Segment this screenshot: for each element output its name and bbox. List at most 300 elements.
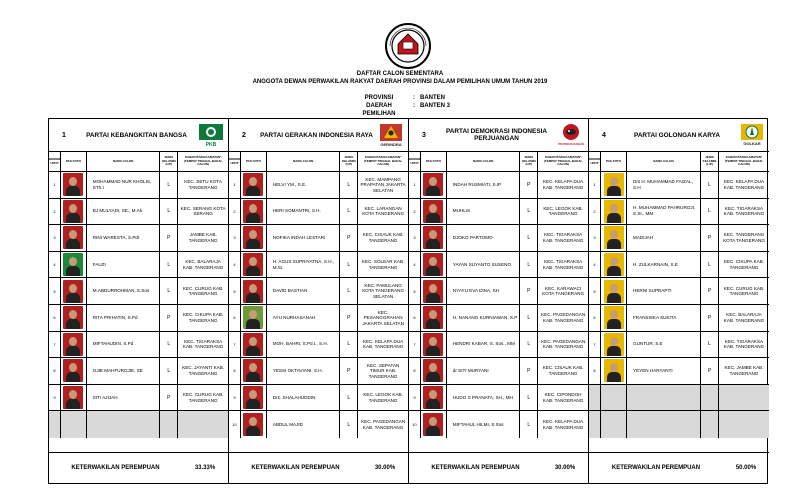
candidate-gender: L <box>520 199 538 225</box>
candidate-photo <box>604 306 624 329</box>
photo-cell <box>241 225 267 251</box>
gerindra-logo-icon <box>378 123 404 147</box>
candidate-photo <box>63 359 83 382</box>
candidate-name: DJOKO PARTOMO <box>447 225 521 251</box>
column-headers <box>409 152 588 172</box>
candidate-name: MOHAMMAD NUR KHOLIS, STh.I <box>87 172 161 198</box>
candidate-photo <box>243 200 263 223</box>
candidate-number: 2 <box>409 199 421 225</box>
candidate-name: NOFIKA INDAH LESTARI <box>267 225 341 251</box>
photo-cell <box>421 225 447 251</box>
candidate-gender: P <box>160 225 178 251</box>
candidate-photo <box>604 253 624 276</box>
candidate-name: Drs H. MUHAMMAD FAIZAL, S.H <box>627 172 701 198</box>
candidate-number: 5 <box>229 278 241 304</box>
footer-label: KETERWAKILAN PEREMPUAN <box>71 465 160 471</box>
candidate-row <box>49 199 228 226</box>
empty-row <box>589 385 769 412</box>
photo-cell <box>601 305 627 331</box>
candidate-photo <box>63 386 83 409</box>
candidate-gender: L <box>160 358 178 384</box>
candidate-number: 9 <box>409 385 421 411</box>
candidate-name: RITA PRIHATIN, S.Pd <box>87 305 161 331</box>
photo-cell <box>61 172 87 198</box>
candidate-name: AYU NURHASANAH <box>267 305 341 331</box>
candidate-number: 4 <box>589 252 601 278</box>
party-name: PARTAI GERAKAN INDONESIA RAYA <box>260 131 373 139</box>
photo-cell <box>421 278 447 304</box>
photo-cell <box>601 252 627 278</box>
candidate-number: 3 <box>49 225 61 251</box>
photo-cell <box>241 411 267 438</box>
candidate-photo <box>63 173 83 196</box>
col-no: NOMOR URUT <box>589 152 601 171</box>
candidate-photo <box>423 333 443 356</box>
candidate-gender: L <box>340 199 358 225</box>
candidate-gender: P <box>340 305 358 331</box>
candidate-residence: KEC. PESANGGRAHAN JAKARTA SELATAN <box>362 309 404 326</box>
candidate-residence: KEC. KELAPA DUA KAB. TANGERANG <box>723 179 765 190</box>
candidate-gender: L <box>701 252 719 278</box>
candidate-photo <box>423 280 443 303</box>
female-percent: 33.33% <box>194 465 216 471</box>
photo-cell <box>241 199 267 225</box>
candidate-number: 3 <box>409 225 421 251</box>
candidate-residence: KEC. CURUG KAB. TANGERANG <box>182 285 224 297</box>
party-number: 3 <box>422 131 426 139</box>
party-column <box>229 119 409 483</box>
candidate-name: RINI WARESTA, S.PdI <box>87 225 161 251</box>
col-nama: NAMA CALON <box>627 152 701 171</box>
col-jk: JENIS KELAMIN (L/P) <box>160 152 178 171</box>
candidate-residence: KEC. PAMULANG KOTA TANGERANG SELATAN <box>362 282 405 299</box>
candidate-number: 1 <box>589 172 601 198</box>
candidate-grid <box>48 118 768 484</box>
candidate-name: MIFTAHUDIN, S.Pd <box>87 332 161 358</box>
candidate-number: 8 <box>589 358 601 384</box>
candidate-residence: KEC. PAGEDANGAN KAB. TANGERANG <box>541 338 586 350</box>
candidate-row <box>49 358 228 385</box>
candidate-residence: KEC. TANGERANG KOTA TANGERANG <box>723 232 765 243</box>
candidate-gender: L <box>520 411 538 438</box>
candidate-row <box>409 252 588 279</box>
candidate-gender: P <box>701 225 719 251</box>
golkar-logo-icon <box>739 123 765 147</box>
photo-cell <box>601 199 627 225</box>
col-kab: KAB/KOTA/KECAMATAN* (TEMPAT TINGGAL BAKAL CALON) <box>183 155 223 167</box>
candidate-photo <box>423 226 443 249</box>
candidate-photo <box>604 226 624 249</box>
candidate-number: 1 <box>409 172 421 198</box>
candidate-number: 2 <box>49 199 61 225</box>
candidate-photo <box>243 413 263 436</box>
party-name: PARTAI DEMOKRASI INDONESIA PERJUANGAN <box>446 128 547 142</box>
photo-cell <box>61 385 87 411</box>
empty-row <box>589 411 769 438</box>
party-logo-text: PKB <box>205 142 217 147</box>
candidate-residence: KEC. KELAPA DUA KAB. TANGERANG <box>542 419 584 430</box>
candidate-gender: L <box>340 411 358 438</box>
candidate-residence: KEC. PAGEDANGAN KAB. TANGERANG <box>541 312 586 323</box>
candidate-photo <box>604 359 624 382</box>
candidate-row <box>409 358 588 385</box>
party-number: 2 <box>242 131 246 139</box>
candidate-residence: KEC. JAMBE KAB. TANGERANG <box>724 365 764 376</box>
candidate-number: 6 <box>229 305 241 331</box>
photo-cell <box>241 252 267 278</box>
candidate-residence: KEC. LARANGAN KOTA TANGERANG <box>362 205 405 217</box>
candidate-photo <box>423 413 443 436</box>
doc-subtitle: ANGGOTA DEWAN PERWAKILAN RAKYAT DAERAH PROVINSI DALAM PEMILIHAN UMUM TAHUN 2019 <box>252 79 548 85</box>
party-header <box>229 119 408 152</box>
party-number: 1 <box>62 131 66 139</box>
candidate-residence: JAMBE KAB. TANGERANG <box>188 232 218 243</box>
candidate-gender: P <box>340 225 358 251</box>
candidate-number: 4 <box>49 252 61 278</box>
candidate-rows <box>589 172 769 452</box>
party-footer <box>589 452 769 483</box>
col-kab: KAB/KOTA/KECAMATAN* (TEMPAT TINGGAL BAKAL CALON) <box>543 155 583 167</box>
candidate-name: SITI AJIJAH <box>87 385 161 411</box>
candidate-gender: L <box>340 385 358 411</box>
candidate-residence: KEC. TIGARAKSA KAB. TANGERANG <box>723 338 765 350</box>
pdip-logo-icon <box>558 123 584 147</box>
col-kab: KAB/KOTA/KECAMATAN* (TEMPAT TINGGAL BAKAL CALON) <box>724 155 764 167</box>
dapil-label: DAERAH PEMILIHAN <box>362 103 396 117</box>
candidate-name: OJIE MAHFUROJIE, SE <box>87 358 161 384</box>
col-nama: NAMA CALON <box>87 152 161 171</box>
candidate-row <box>49 252 228 279</box>
candidate-gender: P <box>701 358 719 384</box>
candidate-residence: KEC. TIGARAKSA KAB. TANGERANG <box>182 338 224 350</box>
candidate-row <box>589 305 769 332</box>
candidate-number: 2 <box>229 199 241 225</box>
col-foto: PAS FOTO <box>601 152 627 171</box>
document-header <box>0 0 800 115</box>
candidate-name: MUHLIS <box>447 199 521 225</box>
candidate-residence: KEC. BALARAJA KAB. TANGERANG <box>723 312 765 323</box>
candidate-photo <box>604 333 624 356</box>
candidate-gender: P <box>520 278 538 304</box>
candidate-photo <box>63 200 83 223</box>
candidate-gender: L <box>520 252 538 278</box>
candidate-gender: L <box>701 172 719 198</box>
candidate-name: YESSI OKTAVIANI, S.H. <box>267 358 341 384</box>
candidate-row <box>229 172 408 199</box>
candidate-residence: KEC. SEPATAN TIMUR KAB. TANGERANG <box>366 362 400 379</box>
candidate-number: 9 <box>49 385 61 411</box>
col-foto: PAS FOTO <box>241 152 267 171</box>
candidate-rows <box>49 172 228 452</box>
candidate-gender: L <box>520 385 538 411</box>
candidate-number: 8 <box>49 358 61 384</box>
footer-label: KETERWAKILAN PEREMPUAN <box>431 465 520 471</box>
candidate-name: NYAYU EVA DINA, SH <box>447 278 521 304</box>
candidate-gender: L <box>160 332 178 358</box>
candidate-row <box>49 385 228 412</box>
candidate-row <box>229 305 408 332</box>
candidate-residence: KEC. BALARAJA KAB. TANGERANG <box>182 259 224 270</box>
candidate-name: BJ MULYADI, SE., M.Ak <box>87 199 161 225</box>
photo-cell <box>421 358 447 384</box>
candidate-number: 5 <box>409 278 421 304</box>
empty-row <box>49 411 228 438</box>
party-header <box>49 119 228 152</box>
candidate-name: HUDO S PRANATA, SH., MH <box>447 385 521 411</box>
candidate-row <box>589 358 769 385</box>
candidate-number: 8 <box>229 358 241 384</box>
photo-cell <box>241 358 267 384</box>
candidate-photo <box>243 253 263 276</box>
candidate-row <box>589 252 769 279</box>
candidate-name: HERNI SUPRAPTI <box>627 278 701 304</box>
candidate-gender: L <box>701 332 719 358</box>
candidate-name: H. MUHAMMAD PAHRUROJI, S.SI., MM <box>627 199 701 225</box>
candidate-residence: KEC. CISAUK KAB. TANGERANG <box>542 365 584 376</box>
candidate-gender: P <box>701 305 719 331</box>
party-name: PARTAI KEBANGKITAN BANGSA <box>86 131 187 139</box>
candidate-photo <box>243 226 263 249</box>
col-kab: KAB/KOTA/KECAMATAN* (TEMPAT TINGGAL BAKAL CALON) <box>363 155 403 167</box>
candidate-name: MIFTAHUL HILMI, S.Sos <box>447 411 521 438</box>
candidate-photo <box>243 280 263 303</box>
candidate-row <box>589 199 769 226</box>
party-logo-text: GERINDRA <box>380 142 402 147</box>
candidate-number: 7 <box>229 332 241 358</box>
party-column <box>589 119 769 483</box>
candidate-name: HELVI YM., S.E. <box>267 172 341 198</box>
candidate-residence: KEC. CURUG KAB. TANGERANG <box>182 392 224 403</box>
candidate-number: 1 <box>229 172 241 198</box>
candidate-photo <box>63 280 83 303</box>
candidate-gender: L <box>520 225 538 251</box>
party-footer <box>409 452 588 483</box>
candidate-row <box>409 385 588 412</box>
candidate-gender: L <box>160 252 178 278</box>
col-jk: JENIS KELAMIN (L/P) <box>340 152 358 171</box>
candidate-gender: L <box>520 332 538 358</box>
party-footer <box>229 452 408 483</box>
candidate-number: 10 <box>409 411 421 438</box>
candidate-rows <box>409 172 588 452</box>
doc-title: DAFTAR CALON SEMENTARA <box>356 71 444 77</box>
candidate-residence: KEC. MAMPANG PRAPATAN JAKARTA SELATAN <box>360 176 406 193</box>
candidate-number: 4 <box>229 252 241 278</box>
column-headers <box>229 152 408 172</box>
photo-cell <box>241 278 267 304</box>
col-jk: JENIS KELAMIN (L/P) <box>520 152 538 171</box>
candidate-row <box>589 332 769 359</box>
col-no: NOMOR URUT <box>229 152 241 171</box>
col-foto: PAS FOTO <box>421 152 447 171</box>
female-percent: 30.00% <box>374 465 396 471</box>
photo-cell <box>241 172 267 198</box>
candidate-gender: L <box>160 278 178 304</box>
party-header <box>409 119 588 152</box>
candidate-photo <box>243 173 263 196</box>
candidate-gender: L <box>160 172 178 198</box>
candidate-residence: KEC. SERANG KOTA SERANG <box>180 205 226 217</box>
candidate-number: 3 <box>589 225 601 251</box>
candidate-residence: KEC. PAGEDANGAN KAB. TANGERANG <box>361 419 406 430</box>
candidate-row <box>589 225 769 252</box>
photo-cell <box>601 358 627 384</box>
candidate-name: MADIJAH <box>627 225 701 251</box>
photo-cell <box>421 332 447 358</box>
column-headers <box>589 152 769 172</box>
candidate-photo <box>63 226 83 249</box>
candidate-photo <box>243 386 263 409</box>
candidate-name: ABDUL MAJID <box>267 411 341 438</box>
candidate-name: M.ABDURROHMAN, S.Sos <box>87 278 161 304</box>
candidate-gender: L <box>340 332 358 358</box>
candidate-rows <box>229 172 408 452</box>
photo-cell <box>601 332 627 358</box>
candidate-name: HERI SOMANTRI, S.H. <box>267 199 341 225</box>
provinsi-sep: : <box>413 95 415 101</box>
candidate-residence: KEC. LEGOK KAB. TANGERANG <box>543 205 583 217</box>
candidate-row <box>409 332 588 359</box>
candidate-photo <box>423 173 443 196</box>
candidate-name: FRANSISKA SUKITA <box>627 305 701 331</box>
photo-cell <box>61 225 87 251</box>
candidate-number: 7 <box>49 332 61 358</box>
photo-cell <box>61 278 87 304</box>
photo-cell <box>601 225 627 251</box>
candidate-row <box>409 305 588 332</box>
candidate-name: HENDRI KABAR, S. Sos., MM <box>447 332 521 358</box>
candidate-name: DAVID BASTIAN <box>267 278 341 304</box>
candidate-number: 6 <box>409 305 421 331</box>
col-nama: NAMA CALON <box>447 152 521 171</box>
candidate-gender: P <box>520 172 538 198</box>
candidate-residence: KEC. SOLEAR KAB. TANGERANG <box>361 259 405 270</box>
candidate-gender: P <box>160 305 178 331</box>
candidate-row <box>49 278 228 305</box>
candidate-residence: KEC. TIGARAKSA KAB. TANGERANG <box>542 259 584 270</box>
candidate-residence: KEC. KELAPA DUA KAB. TANGERANG <box>362 338 404 350</box>
candidate-name: MOH. BAHRI, S.Pd.I., S.H. <box>267 332 341 358</box>
photo-cell <box>421 199 447 225</box>
candidate-number: 3 <box>229 225 241 251</box>
party-footer <box>49 452 228 483</box>
candidate-photo <box>63 253 83 276</box>
candidate-residence: KEC. KARAWACI KOTA TANGERANG <box>542 285 585 297</box>
col-no: NOMOR URUT <box>49 152 61 171</box>
candidate-number: 4 <box>409 252 421 278</box>
female-percent: 50.00% <box>735 465 757 471</box>
candidate-row <box>49 332 228 359</box>
candidate-row <box>229 278 408 305</box>
candidate-number: 5 <box>589 278 601 304</box>
candidate-residence: KEC. CIPONDOH KAB. TANGERANG <box>542 392 584 403</box>
candidate-gender: L <box>701 199 719 225</box>
photo-cell <box>421 385 447 411</box>
candidate-row <box>229 411 408 438</box>
candidate-photo <box>243 333 263 356</box>
candidate-residence: KEC. CISAUK KAB. TANGERANG <box>362 232 404 243</box>
candidate-photo <box>604 173 624 196</box>
photo-cell <box>241 385 267 411</box>
candidate-gender: L <box>520 305 538 331</box>
candidate-gender: L <box>340 172 358 198</box>
candidate-gender: P <box>520 358 538 384</box>
candidate-number: 6 <box>589 305 601 331</box>
region-info <box>350 94 450 118</box>
provinsi-label: PROVINSI <box>364 95 394 101</box>
col-foto: PAS FOTO <box>61 152 87 171</box>
candidate-residence: KEC. CURUG KAB. TANGERANG <box>723 285 765 297</box>
photo-cell <box>241 305 267 331</box>
photo-cell <box>601 172 627 198</box>
photo-cell <box>241 332 267 358</box>
photo-cell <box>61 199 87 225</box>
candidate-photo <box>243 359 263 382</box>
photo-cell <box>601 278 627 304</box>
candidate-row <box>49 172 228 199</box>
candidate-photo <box>423 359 443 382</box>
candidate-row <box>49 305 228 332</box>
candidate-photo <box>63 306 83 329</box>
candidate-name: GUNTUR, S.E <box>627 332 701 358</box>
candidate-residence: KEC. TIGARAKSA KAB. TANGERANG <box>542 232 584 243</box>
candidate-gender: L <box>160 199 178 225</box>
candidate-row <box>409 172 588 199</box>
candidate-photo <box>423 306 443 329</box>
candidate-number: 5 <box>49 278 61 304</box>
provinsi-value: BANTEN <box>420 95 445 101</box>
candidate-row <box>409 411 588 438</box>
candidate-photo <box>604 200 624 223</box>
candidate-residence: KEC. CIKUPA KAB. TANGERANG <box>723 259 765 270</box>
candidate-photo <box>423 386 443 409</box>
candidate-row <box>409 199 588 226</box>
candidate-name: INDAH RUSMIATI, S.IP <box>447 172 521 198</box>
party-column <box>49 119 229 483</box>
candidate-row <box>229 225 408 252</box>
candidate-residence: KEC. CIKUPA KAB. TANGERANG <box>182 312 224 323</box>
candidate-gender: P <box>701 278 719 304</box>
candidate-row <box>409 278 588 305</box>
photo-cell <box>421 305 447 331</box>
photo-cell <box>61 252 87 278</box>
party-header <box>589 119 769 152</box>
candidate-number: 6 <box>49 305 61 331</box>
party-logo-text: GOLKAR <box>743 141 761 146</box>
col-jk: JENIS KELAMIN (L/P) <box>701 152 719 171</box>
col-no: NOMOR URUT <box>409 152 421 171</box>
candidate-photo <box>423 253 443 276</box>
candidate-row <box>589 172 769 199</box>
candidate-row <box>229 252 408 279</box>
candidate-number: 7 <box>589 332 601 358</box>
female-percent: 30.00% <box>554 465 576 471</box>
candidate-residence: KEC. JAYANTI KAB. TANGERANG <box>182 365 225 376</box>
candidate-gender: L <box>340 252 358 278</box>
candidate-number: 8 <box>409 358 421 384</box>
col-nama: NAMA CALON <box>267 152 341 171</box>
dapil-sep: : <box>413 103 415 109</box>
candidate-photo <box>423 200 443 223</box>
candidate-row <box>229 332 408 359</box>
candidate-gender: L <box>340 278 358 304</box>
candidate-photo <box>63 333 83 356</box>
candidate-name: dr SITI MURYANI <box>447 358 521 384</box>
candidate-row <box>589 278 769 305</box>
candidate-row <box>409 225 588 252</box>
dapil-value: BANTEN 3 <box>420 103 451 109</box>
candidate-name: YAYAN SUYANTO SUSENO <box>447 252 521 278</box>
